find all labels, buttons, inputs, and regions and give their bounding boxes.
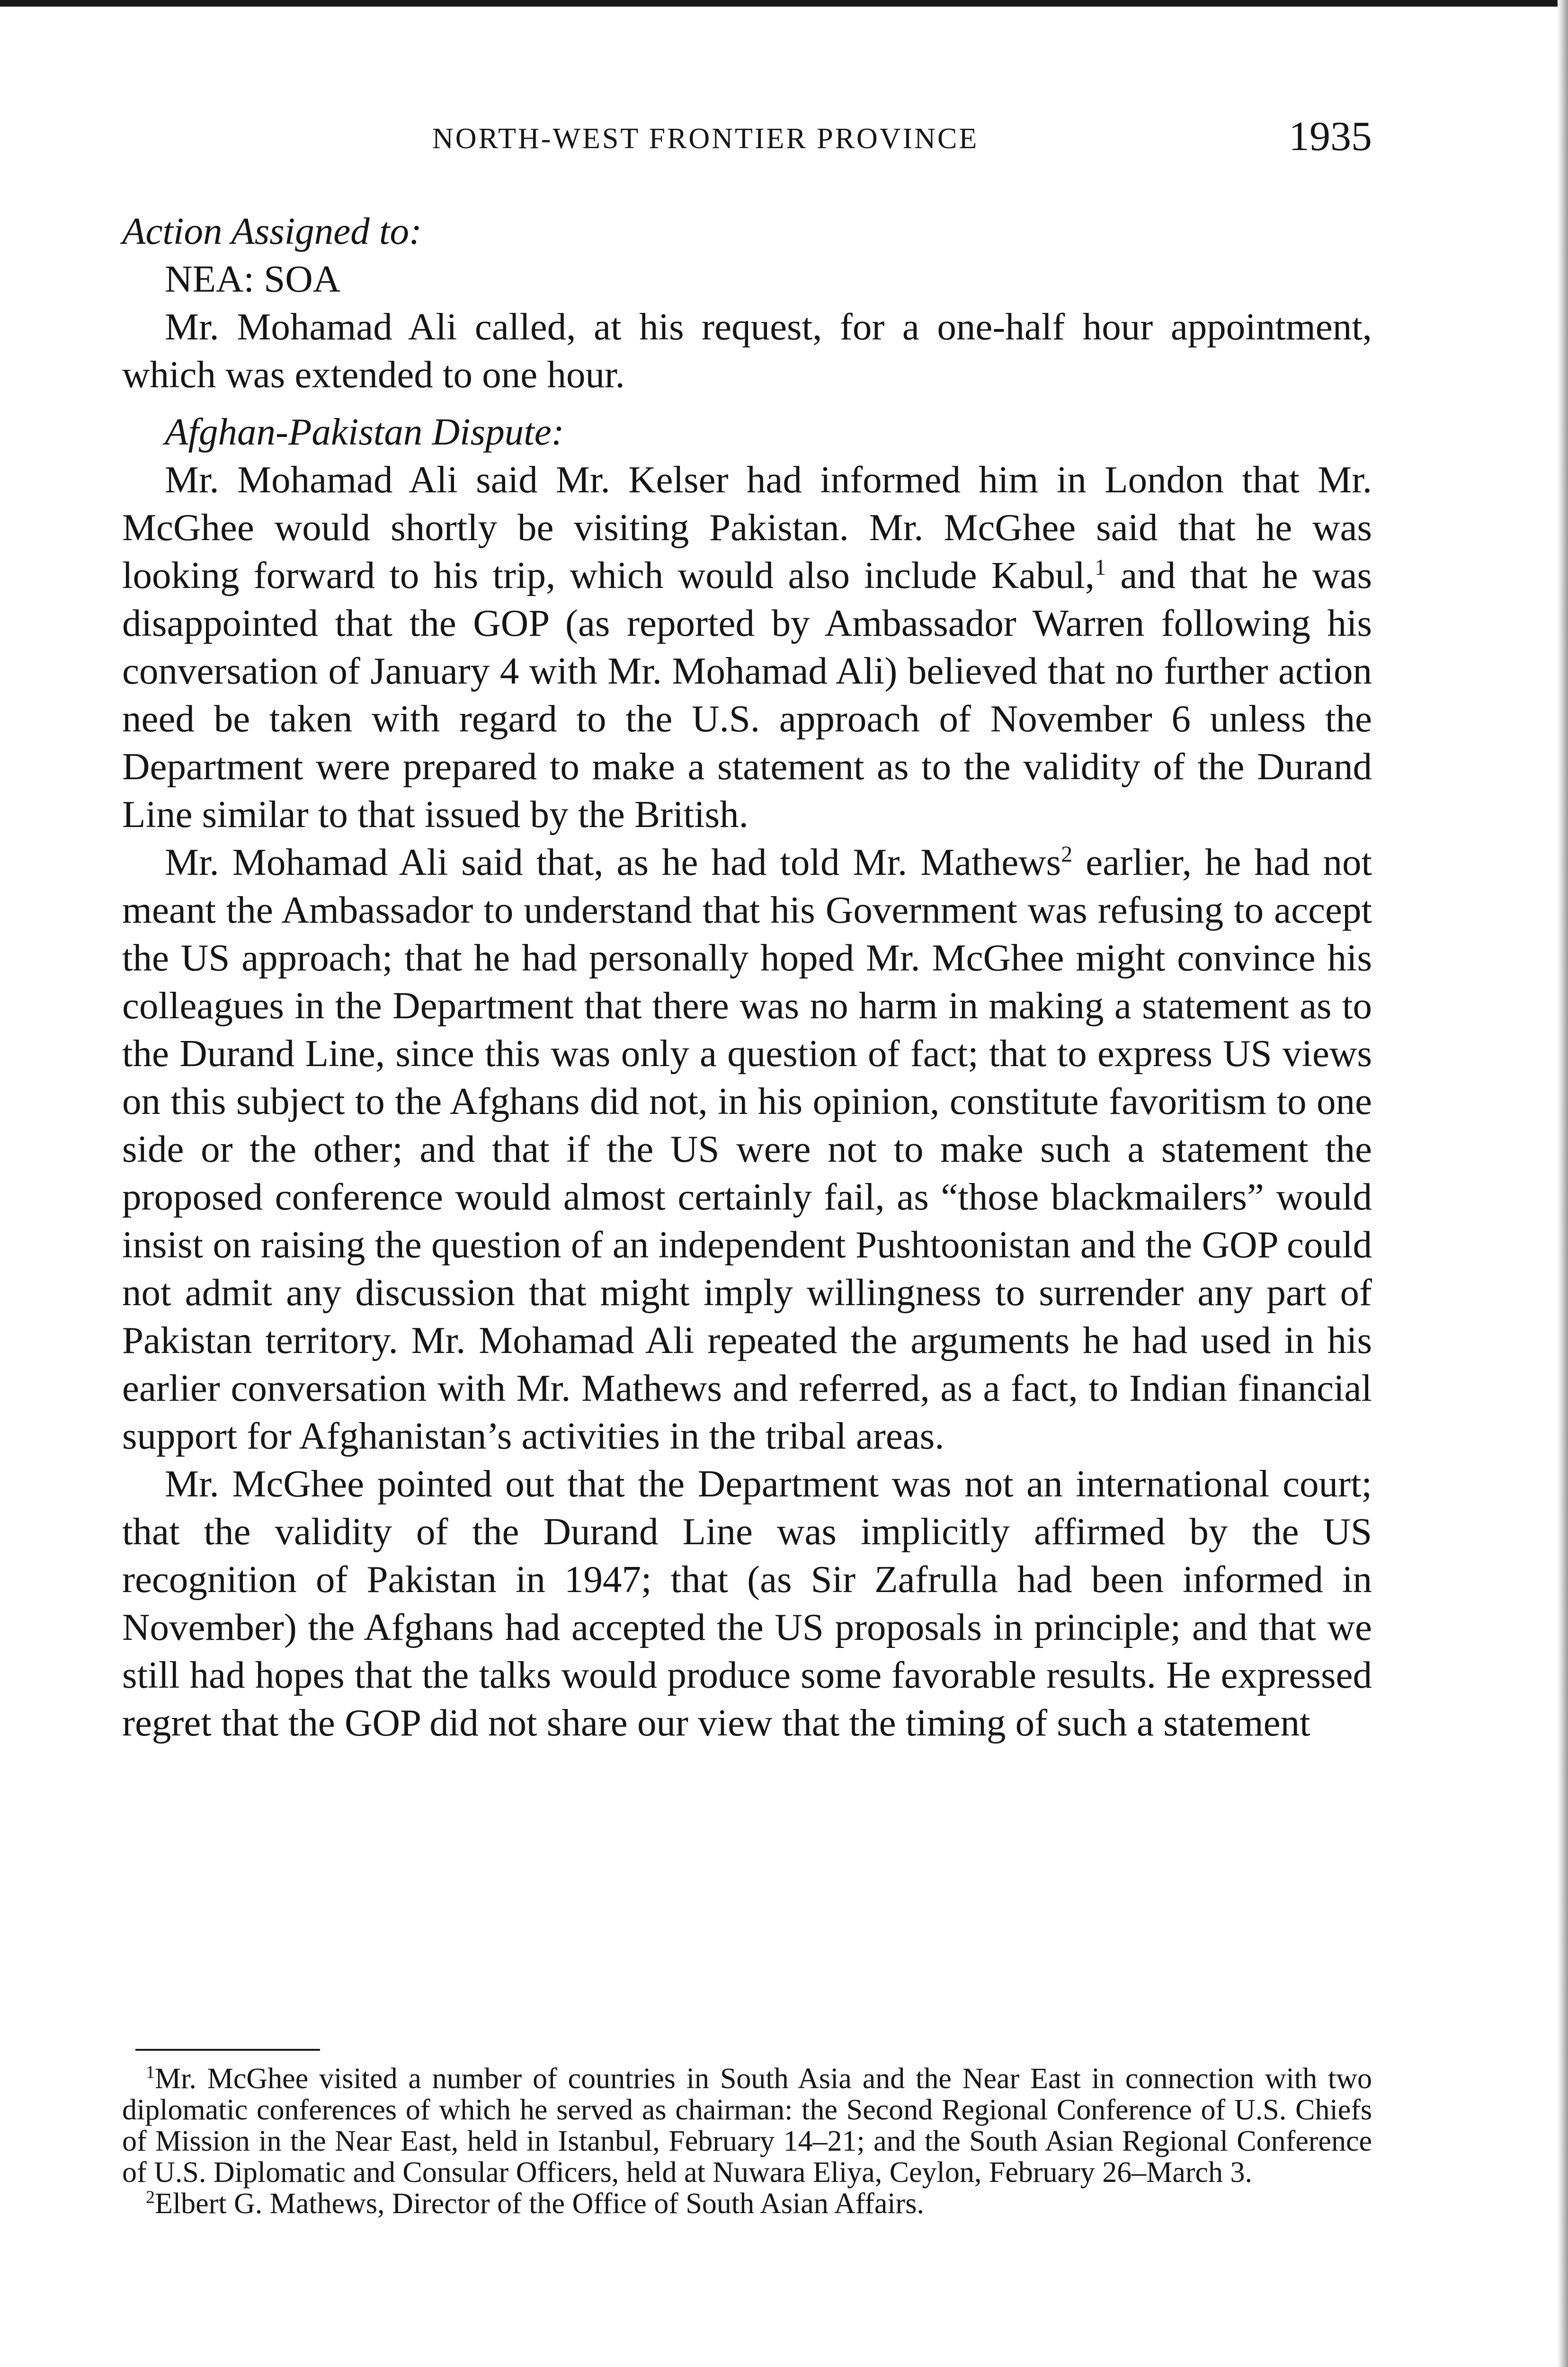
- footnote-2: [122, 2188, 1372, 2219]
- footnote-1: [122, 2063, 1372, 2188]
- footnote-1-text: Mr. McGhee visited a number of countries in South Asia and the Near East in connection with two diplomatic conferences of which he served as chairman: the Second Regional Conference of U.S. Chiefs of Mission in the Near East, held in Istanbul, February 14–21; and the South Asian Regional Conference of U.S. Diplomatic and Consular Officers, held at Nuwara Eliya, Ceylon, February 26–March 3.: [122, 2063, 1372, 2189]
- footnote-ref-1: 1: [1095, 555, 1106, 580]
- intro-paragraph: Mr. Mohamad Ali called, at his request, for a one-half hour appointment, which was extended to one hour.: [122, 305, 1372, 396]
- action-assigned-label: Action Assigned to:: [122, 210, 422, 252]
- footnote-rule: [135, 2049, 320, 2051]
- footnote-1-mark: 1: [146, 2062, 155, 2082]
- page-edge-shadow: [1558, 0, 1568, 2367]
- paragraph-3: Mr. McGhee pointed out that the Department was not an international court; that the validity of the Durand Line was implicitly affirmed by the US recognition of Pakistan in 1947; that (as Sir Zafrulla had been informed in November) the Afghans had accepted the US proposals in principle; and that we still had hopes that the talks would produce some favorable results. He expressed regret that the GOP did not share our view that the timing of such a statement: [122, 1462, 1372, 1744]
- footnotes: [122, 2063, 1372, 2219]
- paragraph-2-text-a: Mr. Mohamad Ali said that, as he had told Mr. Mathews: [165, 841, 1061, 883]
- paragraph-1-text-b: and that he was disappointed that the GOP (as reported by Ambassador Warren following his conversation of January 4 with Mr. Mohamad Ali) believed that no further action need be taken with regard to the U.S. approach of November 6 unless the Department were prepared to make a statement as to the validity of the Durand Line similar to that issued by the British.: [122, 554, 1372, 836]
- section-heading: Afghan-Pakistan Dispute:: [165, 410, 564, 453]
- footnote-2-mark: 2: [146, 2187, 155, 2207]
- paragraph-2-text-b: earlier, he had not meant the Ambassador to understand that his Government was refusing to accept the US approach; that he had personally hoped Mr. McGhee might convince his colleagues in the Department that there was no harm in making a statement as to the Durand Line, since this was only a question of fact; that to express US views on this subject to the Afghans did not, in his opinion, constitute favoritism to one side or the other; and that if the US were not to make such a statement the proposed conference would almost certainly fail, as “those blackmailers” would insist on raising the question of an independent Pushtoonistan and the GOP could not admit any discussion that might imply willingness to surrender any part of Pakistan territory. Mr. Mohamad Ali repeated the arguments he had used in his earlier conversation with Mr. Mathews and referred, as a fact, to Indian financial support for Afghanistan’s activities in the tribal areas.: [122, 841, 1372, 1457]
- running-head: NORTH-WEST FRONTIER PROVINCE: [432, 123, 979, 155]
- footnote-ref-2: 2: [1061, 842, 1073, 867]
- paragraph-1-text-a: Mr. Mohamad Ali said Mr. Kelser had informed him in London that Mr. McGhee would shortly be visiting Pakistan. Mr. McGhee said that he was looking forward to his trip, which would also include Kabul,: [122, 458, 1372, 596]
- document-body: [122, 207, 1372, 1747]
- page-number: 1935: [1289, 114, 1372, 160]
- paragraph-1: [122, 456, 1372, 838]
- paragraph-2: [122, 838, 1372, 1460]
- action-assigned-value: NEA: SOA: [165, 258, 341, 300]
- top-border: [0, 0, 1568, 7]
- footnote-2-text: Elbert G. Mathews, Director of the Office of South Asian Affairs.: [155, 2188, 924, 2220]
